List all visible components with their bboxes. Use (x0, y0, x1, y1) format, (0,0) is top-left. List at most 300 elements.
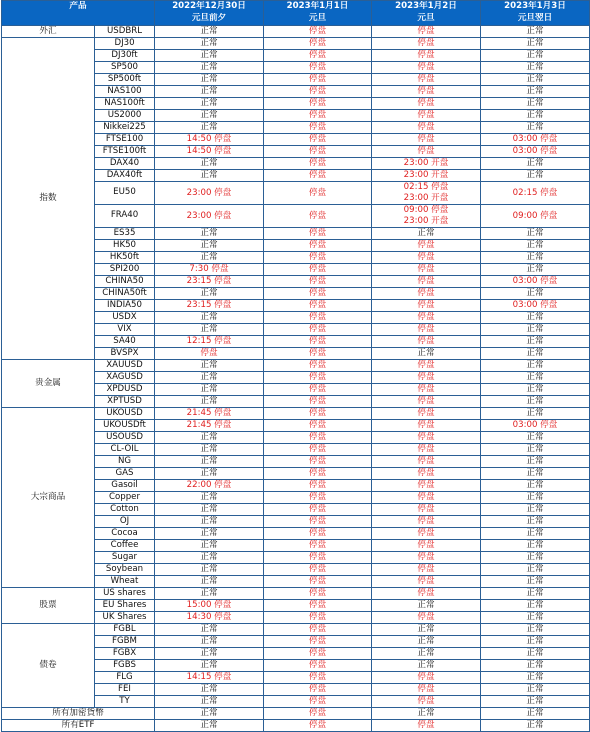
status-text: 正常 (200, 492, 218, 502)
status-cell (481, 158, 590, 170)
status-cell (372, 420, 481, 432)
status-text: 正常 (200, 576, 218, 586)
product-cell: DAX40ft (95, 170, 155, 182)
status-cell (264, 396, 372, 408)
status-cell (481, 205, 590, 228)
status-text: 停盘 (417, 146, 435, 156)
status-cell (481, 552, 590, 564)
status-text: 09:00 停盘 (512, 210, 558, 221)
status-text: 停盘 (308, 684, 327, 694)
table-row (2, 26, 590, 38)
status-cell (155, 26, 264, 38)
status-cell (155, 300, 264, 312)
status-text: 15:00 停盘 (186, 600, 232, 610)
status-text: 正常 (200, 444, 218, 454)
status-cell (372, 576, 481, 588)
product-cell: Coffee (95, 540, 155, 552)
status-cell (481, 708, 590, 720)
status-cell (264, 50, 372, 62)
status-text: 停盘 (308, 504, 327, 514)
status-text: 停盘 (200, 348, 218, 358)
status-cell (372, 444, 481, 456)
status-text: 正常 (417, 648, 435, 658)
status-cell (264, 110, 372, 122)
status-cell (481, 372, 590, 384)
status-cell (372, 564, 481, 576)
status-cell (155, 636, 264, 648)
status-cell (372, 146, 481, 158)
status-cell (481, 528, 590, 540)
status-text: 21:45 停盘 (186, 408, 232, 418)
status-cell (264, 38, 372, 50)
status-cell (481, 516, 590, 528)
product-cell: HK50 (95, 240, 155, 252)
status-text: 正常 (200, 122, 218, 132)
status-text: 正常 (526, 74, 544, 84)
status-cell (155, 504, 264, 516)
status-text: 正常 (526, 648, 544, 658)
product-cell: Copper (95, 492, 155, 504)
status-text: 停盘 (308, 228, 327, 238)
status-text: 正常 (200, 564, 218, 574)
status-text: 正常 (200, 38, 218, 48)
status-text: 停盘 (308, 480, 327, 490)
status-text: 23:00 停盘 (186, 210, 232, 221)
status-cell (264, 636, 372, 648)
status-text: 21:45 停盘 (186, 420, 232, 430)
status-cell (155, 396, 264, 408)
status-text: 03:00 停盘 (512, 420, 558, 430)
status-cell (481, 74, 590, 86)
status-cell (372, 696, 481, 708)
status-text: 停盘 (308, 122, 327, 132)
product-cell: HK50ft (95, 252, 155, 264)
product-cell: EU Shares (95, 600, 155, 612)
status-text: 停盘 (308, 420, 327, 430)
status-text: 正常 (526, 396, 544, 406)
status-cell (372, 336, 481, 348)
status-cell (264, 146, 372, 158)
status-cell (155, 38, 264, 50)
product-cell: XAGUSD (95, 372, 155, 384)
status-text: 停盘 (308, 660, 327, 670)
status-text: 正常 (200, 360, 218, 370)
product-cell: SP500 (95, 62, 155, 74)
category-cell: 贵金属 (2, 360, 95, 408)
status-cell (155, 324, 264, 336)
status-text: 正常 (200, 624, 218, 634)
status-cell (481, 62, 590, 74)
status-text: 正常 (200, 396, 218, 406)
status-cell (155, 158, 264, 170)
status-text: 正常 (526, 38, 544, 48)
status-cell (155, 420, 264, 432)
status-cell (264, 552, 372, 564)
status-text: 停盘 (417, 134, 435, 144)
status-text: 14:50 停盘 (186, 146, 232, 156)
status-cell (481, 110, 590, 122)
status-cell (481, 182, 590, 205)
status-text: 停盘 (308, 468, 327, 478)
status-cell (372, 672, 481, 684)
status-text: 正常 (200, 86, 218, 96)
status-text: 正常 (526, 264, 544, 274)
status-text: 正常 (417, 228, 435, 238)
category-cell: 指数 (2, 38, 95, 360)
product-cell: DJ30ft (95, 50, 155, 62)
product-cell: Wheat (95, 576, 155, 588)
status-text: 正常 (526, 50, 544, 60)
status-text: 停盘 (417, 324, 435, 334)
status-cell (264, 528, 372, 540)
table-row (2, 708, 590, 720)
status-text: 14:15 停盘 (186, 672, 232, 682)
status-cell (372, 552, 481, 564)
header-product: 产品 (2, 1, 155, 14)
status-text: 停盘 (308, 708, 327, 718)
product-cell: XPTUSD (95, 396, 155, 408)
status-cell (155, 348, 264, 360)
status-cell (155, 312, 264, 324)
status-text: 停盘 (417, 86, 435, 96)
status-text: 正常 (526, 62, 544, 72)
status-cell (372, 252, 481, 264)
status-text: 停盘 (417, 516, 435, 526)
status-cell (264, 228, 372, 240)
status-text: 正常 (200, 372, 218, 382)
status-text: 23:00 停盘 (186, 187, 232, 198)
status-cell (481, 564, 590, 576)
status-text: 正常 (526, 122, 544, 132)
status-cell (155, 432, 264, 444)
status-cell (155, 252, 264, 264)
status-cell (155, 540, 264, 552)
status-text: 停盘 (308, 696, 327, 706)
status-cell (372, 528, 481, 540)
status-cell (372, 708, 481, 720)
status-cell (481, 660, 590, 672)
status-cell (372, 660, 481, 672)
status-cell (264, 408, 372, 420)
status-cell (264, 122, 372, 134)
status-text: 停盘 (308, 720, 327, 730)
status-cell (264, 348, 372, 360)
product-cell: NG (95, 456, 155, 468)
table-row (2, 360, 590, 372)
product-cell: FEI (95, 684, 155, 696)
status-text: 停盘 (308, 324, 327, 334)
status-text: 停盘 (308, 624, 327, 634)
status-text: 停盘 (308, 50, 327, 60)
product-cell: CHINA50 (95, 276, 155, 288)
status-cell (372, 468, 481, 480)
status-text: 停盘 (308, 384, 327, 394)
status-text: 停盘 (308, 74, 327, 84)
status-cell (155, 600, 264, 612)
status-text: 停盘 (417, 672, 435, 682)
product-cell: CL-OIL (95, 444, 155, 456)
status-cell (155, 684, 264, 696)
category-cell: 债卷 (2, 624, 95, 708)
status-text: 停盘 (417, 540, 435, 550)
status-cell (481, 228, 590, 240)
status-cell (372, 62, 481, 74)
status-cell (264, 360, 372, 372)
status-cell (372, 38, 481, 50)
status-text: 02:15 停盘 (512, 187, 558, 198)
status-cell (155, 624, 264, 636)
status-text: 正常 (200, 684, 218, 694)
status-text: 停盘 (417, 384, 435, 394)
status-cell (155, 552, 264, 564)
status-text: 停盘 (417, 240, 435, 250)
status-cell (372, 504, 481, 516)
status-text: 停盘 (417, 576, 435, 586)
status-text: 停盘 (308, 240, 327, 250)
status-cell (372, 492, 481, 504)
status-text: 正常 (526, 110, 544, 120)
status-text: 停盘 (308, 648, 327, 658)
status-cell (372, 86, 481, 98)
status-cell (481, 540, 590, 552)
status-cell (372, 324, 481, 336)
status-text: 正常 (417, 708, 435, 718)
status-text: 正常 (200, 708, 218, 718)
status-text: 正常 (526, 720, 544, 730)
status-text: 停盘 (308, 372, 327, 382)
status-cell (372, 228, 481, 240)
product-cell: UKOUSD (95, 408, 155, 420)
status-text: 正常 (200, 504, 218, 514)
status-text: 停盘 (308, 492, 327, 502)
status-cell (155, 444, 264, 456)
status-cell (481, 312, 590, 324)
table-row (2, 38, 590, 50)
product-cell: Cotton (95, 504, 155, 516)
status-text: 正常 (200, 110, 218, 120)
header-date-2: 2023年1月1日 (264, 1, 372, 14)
status-cell (155, 456, 264, 468)
product-cell: FGBL (95, 624, 155, 636)
status-text: 停盘 (308, 210, 327, 221)
product-cell: Gasoil (95, 480, 155, 492)
category-cell: 大宗商品 (2, 408, 95, 588)
status-cell (264, 134, 372, 146)
status-cell (372, 588, 481, 600)
status-cell (264, 312, 372, 324)
status-cell (372, 50, 481, 62)
status-text: 正常 (526, 636, 544, 646)
status-cell (481, 456, 590, 468)
status-text: 正常 (526, 708, 544, 718)
status-text: 23:00 开盘 (403, 193, 449, 203)
status-text: 正常 (526, 336, 544, 346)
status-text: 正常 (526, 348, 544, 358)
status-cell (264, 624, 372, 636)
status-text: 停盘 (417, 264, 435, 274)
status-cell (481, 38, 590, 50)
status-cell (155, 480, 264, 492)
status-text: 正常 (526, 468, 544, 478)
status-cell (155, 134, 264, 146)
status-text: 停盘 (417, 122, 435, 132)
status-text: 正常 (526, 252, 544, 262)
status-cell (155, 660, 264, 672)
status-text: 正常 (200, 324, 218, 334)
status-text: 停盘 (417, 720, 435, 730)
status-cell (155, 182, 264, 205)
status-cell (264, 336, 372, 348)
status-text: 停盘 (308, 540, 327, 550)
status-cell (264, 276, 372, 288)
status-text: 正常 (526, 660, 544, 670)
status-text: 正常 (200, 228, 218, 238)
table-body (2, 26, 590, 732)
status-cell (155, 492, 264, 504)
header-sub-1: 元旦前夕 (155, 13, 264, 26)
status-text: 正常 (526, 600, 544, 610)
status-text: 停盘 (417, 612, 435, 622)
status-text: 正常 (526, 540, 544, 550)
status-text: 22:00 停盘 (186, 480, 232, 490)
status-text: 正常 (200, 516, 218, 526)
product-cell: FTSE100ft (95, 146, 155, 158)
status-cell (155, 336, 264, 348)
status-text: 正常 (417, 636, 435, 646)
status-text: 停盘 (417, 468, 435, 478)
status-cell (481, 492, 590, 504)
status-text: 正常 (526, 480, 544, 490)
status-cell (155, 74, 264, 86)
status-text: 正常 (200, 50, 218, 60)
status-text: 停盘 (417, 504, 435, 514)
status-cell (481, 444, 590, 456)
status-cell (155, 372, 264, 384)
status-text: 停盘 (308, 26, 327, 36)
status-text: 正常 (417, 348, 435, 358)
status-text: 02:15 停盘 (403, 182, 449, 192)
status-cell (264, 672, 372, 684)
status-cell (264, 86, 372, 98)
status-text: 停盘 (308, 276, 327, 286)
status-cell (264, 288, 372, 300)
product-cell: US2000 (95, 110, 155, 122)
product-cell: XAUUSD (95, 360, 155, 372)
status-text: 正常 (200, 74, 218, 84)
status-cell (264, 648, 372, 660)
holiday-schedule-table (1, 0, 590, 732)
product-cell: UK Shares (95, 612, 155, 624)
status-cell (481, 300, 590, 312)
status-cell (372, 600, 481, 612)
status-text: 正常 (526, 552, 544, 562)
status-cell (481, 122, 590, 134)
status-cell (264, 504, 372, 516)
status-text: 停盘 (417, 288, 435, 298)
table-row (2, 588, 590, 600)
status-text: 停盘 (308, 408, 327, 418)
status-text: 23:00 开盘 (403, 158, 449, 168)
header-date-4: 2023年1月3日 (481, 1, 590, 14)
product-cell: UKOUSDft (95, 420, 155, 432)
status-text: 停盘 (308, 110, 327, 120)
status-text: 正常 (526, 360, 544, 370)
product-cell: CHINA50ft (95, 288, 155, 300)
status-cell (372, 396, 481, 408)
product-cell: DJ30 (95, 38, 155, 50)
status-text: 正常 (526, 612, 544, 622)
status-text: 14:50 停盘 (186, 134, 232, 144)
status-cell (155, 62, 264, 74)
status-text: 正常 (526, 408, 544, 418)
status-text: 停盘 (308, 360, 327, 370)
product-cell: USDX (95, 312, 155, 324)
status-text: 停盘 (417, 480, 435, 490)
status-cell (481, 98, 590, 110)
status-text: 正常 (526, 26, 544, 36)
status-cell (264, 564, 372, 576)
status-cell (481, 50, 590, 62)
status-cell (264, 480, 372, 492)
status-cell (372, 134, 481, 146)
status-text: 停盘 (308, 456, 327, 466)
status-text: 停盘 (308, 170, 327, 180)
status-cell (264, 205, 372, 228)
status-text: 停盘 (308, 86, 327, 96)
status-text: 停盘 (417, 360, 435, 370)
status-cell (155, 205, 264, 228)
status-cell (264, 372, 372, 384)
status-cell (481, 636, 590, 648)
status-cell (155, 720, 264, 732)
status-cell (372, 636, 481, 648)
status-cell (372, 408, 481, 420)
status-cell (481, 624, 590, 636)
status-text: 停盘 (417, 564, 435, 574)
status-text: 7:30 停盘 (189, 264, 229, 274)
status-text: 正常 (200, 240, 218, 250)
status-text: 正常 (200, 384, 218, 394)
header-product-blank (2, 13, 155, 26)
table-row (2, 720, 590, 732)
status-text: 停盘 (308, 146, 327, 156)
status-cell (264, 576, 372, 588)
status-text: 正常 (526, 158, 544, 168)
status-text: 正常 (200, 588, 218, 598)
product-cell: INDIA50 (95, 300, 155, 312)
status-text: 14:30 停盘 (186, 612, 232, 622)
status-cell (481, 576, 590, 588)
status-text: 正常 (526, 98, 544, 108)
status-cell (372, 480, 481, 492)
status-cell (155, 122, 264, 134)
status-cell (264, 540, 372, 552)
status-cell (481, 170, 590, 182)
status-cell (481, 146, 590, 158)
status-text: 停盘 (308, 312, 327, 322)
status-text: 停盘 (417, 684, 435, 694)
status-cell (264, 720, 372, 732)
status-cell (481, 264, 590, 276)
status-cell (155, 288, 264, 300)
status-text: 正常 (200, 26, 218, 36)
status-text: 停盘 (308, 396, 327, 406)
status-text: 停盘 (417, 336, 435, 346)
status-text: 正常 (526, 516, 544, 526)
product-cell: Nikkei225 (95, 122, 155, 134)
status-cell (155, 672, 264, 684)
status-cell (372, 276, 481, 288)
